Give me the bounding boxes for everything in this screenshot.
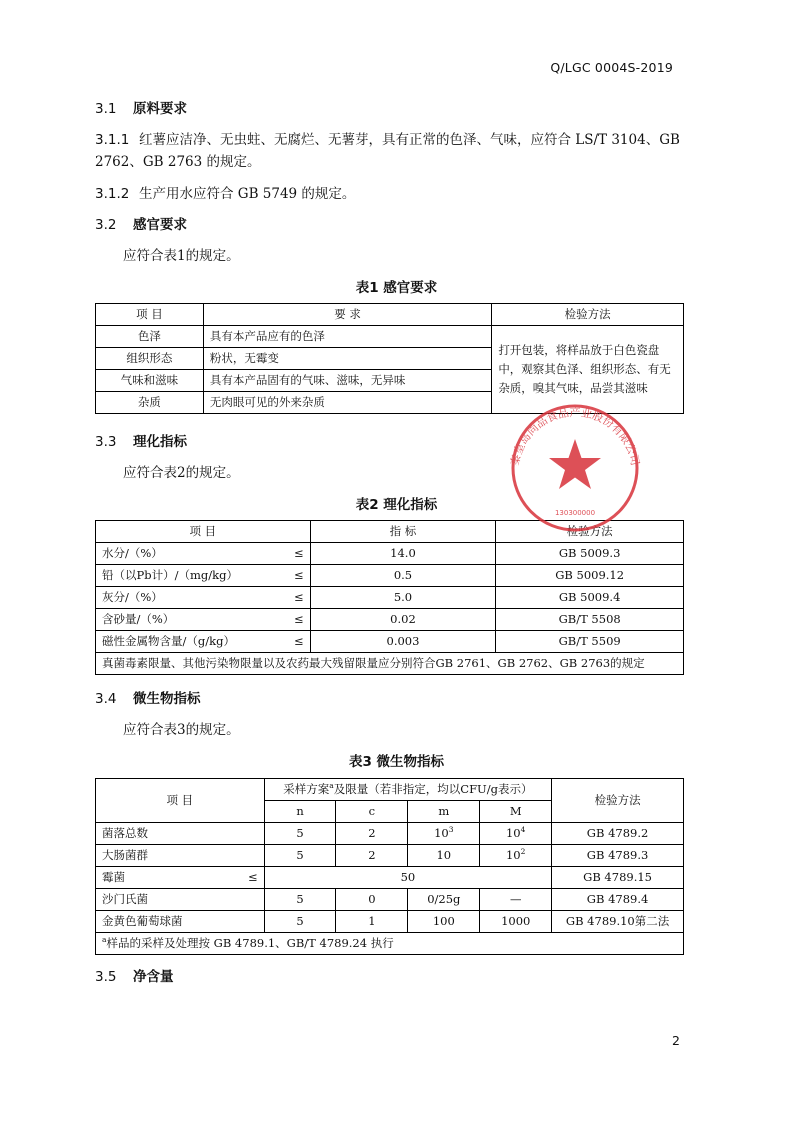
- item-cell: [96, 587, 311, 609]
- section-3-5-heading: [95, 965, 174, 985]
- requirement-cell: 具有本产品应有的色泽: [203, 326, 491, 348]
- item-cell: 大肠菌群: [96, 845, 265, 867]
- table1-caption: 表1 感官要求: [355, 280, 438, 296]
- section-3-4-heading: [95, 687, 201, 707]
- subheader-M: M: [480, 801, 552, 823]
- m-cell: 100: [408, 911, 480, 933]
- note-text: 样品的采样及处理按 GB 4789.1、GB/T 4789.24 执行: [106, 936, 394, 950]
- table-row: [96, 543, 684, 565]
- section-3-3-heading: [95, 430, 187, 450]
- section-title: 感官要求: [133, 217, 187, 233]
- item-cell: 气味和滋味: [96, 370, 204, 392]
- section-3-1-heading: [95, 97, 187, 117]
- requirement-cell: 粉状，无霉变: [203, 348, 491, 370]
- m-cell: [408, 823, 480, 845]
- section-number: 3.5: [95, 969, 117, 985]
- clause-text: 红薯应洁净、无虫蛀、无腐烂、无薯芽，具有正常的色泽、气味，应符合 LS/T 3104、GB: [139, 132, 680, 148]
- section-title: 原料要求: [133, 101, 187, 117]
- section-3-2-text: 应符合表1的规定。: [123, 248, 240, 264]
- m-cell: 0/25g: [408, 889, 480, 911]
- footnote-marker: a: [102, 935, 107, 945]
- subheader-c: c: [336, 801, 408, 823]
- section-number: 3.2: [95, 217, 117, 233]
- item-cell: [96, 867, 265, 889]
- physicochemical-table: [95, 520, 684, 675]
- section-3-2-heading: [95, 213, 187, 233]
- header-cell: 项 目: [96, 304, 204, 326]
- value-cell: 0.5: [310, 565, 496, 587]
- page-number: 2: [672, 1033, 680, 1048]
- value-cell: 0.003: [310, 631, 496, 653]
- header-cell-plan: [264, 779, 552, 801]
- clause-text: 生产用水应符合 GB 5749 的规定。: [139, 186, 356, 202]
- document-code: Q/LGC 0004S-2019: [550, 60, 673, 75]
- table-row: [96, 609, 684, 631]
- method-cell: GB 4789.3: [552, 845, 684, 867]
- item-label: 磁性金属物含量/（g/kg）: [102, 634, 235, 648]
- method-cell: GB 5009.3: [496, 543, 684, 565]
- c-cell: 2: [336, 845, 408, 867]
- footer-cell: 真菌毒素限量、其他污染物限量以及农药最大残留限量应分别符合GB 2761、GB 2762、GB 2763的规定: [96, 653, 684, 675]
- item-label: 霉菌: [102, 870, 125, 884]
- clause-3-1-1-line2: 2762、GB 2763 的规定。: [95, 154, 261, 170]
- item-cell: 菌落总数: [96, 823, 265, 845]
- c-cell: 1: [336, 911, 408, 933]
- le-symbol: ≤: [294, 612, 304, 626]
- section-3-3-text: 应符合表2的规定。: [123, 465, 240, 481]
- section-number: 3.1: [95, 101, 117, 117]
- subheader-n: n: [264, 801, 336, 823]
- item-cell: [96, 631, 311, 653]
- m-value: 10: [434, 826, 449, 840]
- header-cell: 要 求: [203, 304, 491, 326]
- table-row: [96, 631, 684, 653]
- requirement-cell: 无肉眼可见的外来杂质: [203, 392, 491, 414]
- clause-number: 3.1.1: [95, 132, 130, 148]
- exponent: 2: [520, 847, 526, 857]
- le-symbol: ≤: [294, 568, 304, 582]
- item-cell: 金黄色葡萄球菌: [96, 911, 265, 933]
- value-cell: 0.02: [310, 609, 496, 631]
- section-title: 净含量: [133, 969, 174, 985]
- method-cell: GB/T 5508: [496, 609, 684, 631]
- clause-3-1-2: [95, 182, 355, 202]
- limit-cell: 50: [264, 867, 552, 889]
- section-number: 3.4: [95, 691, 117, 707]
- method-cell: GB 5009.12: [496, 565, 684, 587]
- method-cell: GB 4789.4: [552, 889, 684, 911]
- item-cell: [96, 543, 311, 565]
- requirement-cell: 具有本产品固有的气味、滋味，无异味: [203, 370, 491, 392]
- subheader-m: m: [408, 801, 480, 823]
- item-label: 含砂量/（%）: [102, 612, 175, 626]
- M-cell: [480, 845, 552, 867]
- clause-3-1-1-line1: [95, 128, 680, 148]
- item-label: 灰分/（%）: [102, 590, 163, 604]
- table-footer-row: [96, 653, 684, 675]
- table2-caption: 表2 理化指标: [355, 497, 438, 513]
- seal-star-icon: [549, 439, 601, 489]
- plan-text: 采样方案: [283, 782, 330, 796]
- table-row: [96, 845, 684, 867]
- header-cell: 指 标: [310, 521, 496, 543]
- header-cell-method: 检验方法: [552, 779, 684, 823]
- section-number: 3.3: [95, 434, 117, 450]
- method-cell: GB 4789.2: [552, 823, 684, 845]
- table-note-row: [96, 933, 684, 955]
- exponent: 3: [448, 825, 454, 835]
- item-cell: 沙门氏菌: [96, 889, 265, 911]
- table3-caption: 表3 微生物指标: [348, 754, 445, 770]
- header-cell: 项 目: [96, 521, 311, 543]
- value-cell: 5.0: [310, 587, 496, 609]
- M-cell: 1000: [480, 911, 552, 933]
- item-cell: 色泽: [96, 326, 204, 348]
- n-cell: 5: [264, 845, 336, 867]
- table-row: [96, 565, 684, 587]
- note-cell: [96, 933, 684, 955]
- footnote-marker: a: [329, 781, 334, 791]
- seal-serial: 130300000: [554, 509, 596, 517]
- item-cell: [96, 565, 311, 587]
- item-label: 铅（以Pb计）/（mg/kg）: [102, 568, 238, 582]
- method-cell: GB 4789.10第二法: [552, 911, 684, 933]
- c-cell: 0: [336, 889, 408, 911]
- table-header-row: [96, 304, 684, 326]
- header-cell: 检验方法: [492, 304, 684, 326]
- header-cell-item: 项 目: [96, 779, 265, 823]
- plan-text: 及限量（若非指定，均以CFU/g表示）: [333, 782, 533, 796]
- microbiology-table: [95, 778, 684, 955]
- method-cell: GB/T 5509: [496, 631, 684, 653]
- n-cell: 5: [264, 889, 336, 911]
- method-cell: GB 5009.4: [496, 587, 684, 609]
- le-symbol: ≤: [294, 546, 304, 560]
- m-cell: 10: [408, 845, 480, 867]
- table-row: [96, 587, 684, 609]
- seal-text: 秦皇岛尚品食品产业股份有限公司: [508, 405, 642, 467]
- table-row: [96, 823, 684, 845]
- le-symbol: ≤: [294, 590, 304, 604]
- method-cell: GB 4789.15: [552, 867, 684, 889]
- section-title: 理化指标: [133, 434, 187, 450]
- method-cell: 打开包装，将样品放于白色瓷盘中，观察其色泽、组织形态、有无杂质，嗅其气味，品尝其滋味: [492, 326, 684, 414]
- table-row: [96, 889, 684, 911]
- M-cell: —: [480, 889, 552, 911]
- M-value: 10: [505, 826, 521, 840]
- le-symbol: ≤: [294, 634, 304, 648]
- table-header-row: [96, 779, 684, 801]
- header-cell: 检验方法: [496, 521, 684, 543]
- item-cell: 组织形态: [96, 348, 204, 370]
- table-row: [96, 911, 684, 933]
- clause-number: 3.1.2: [95, 186, 130, 202]
- section-3-4-text: 应符合表3的规定。: [123, 722, 240, 738]
- c-cell: 2: [336, 823, 408, 845]
- n-cell: 5: [264, 823, 336, 845]
- item-cell: [96, 609, 311, 631]
- table-row: [96, 867, 684, 889]
- item-label: 水分/（%）: [102, 546, 163, 560]
- exponent: 4: [520, 825, 526, 835]
- n-cell: 5: [264, 911, 336, 933]
- M-cell: [480, 823, 552, 845]
- item-cell: 杂质: [96, 392, 204, 414]
- company-seal: [500, 403, 650, 533]
- le-symbol: ≤: [247, 870, 258, 884]
- value-cell: 14.0: [310, 543, 496, 565]
- section-title: 微生物指标: [133, 691, 201, 707]
- M-value: 10: [505, 848, 521, 862]
- table-row: [96, 326, 684, 348]
- sensory-table: [95, 303, 684, 414]
